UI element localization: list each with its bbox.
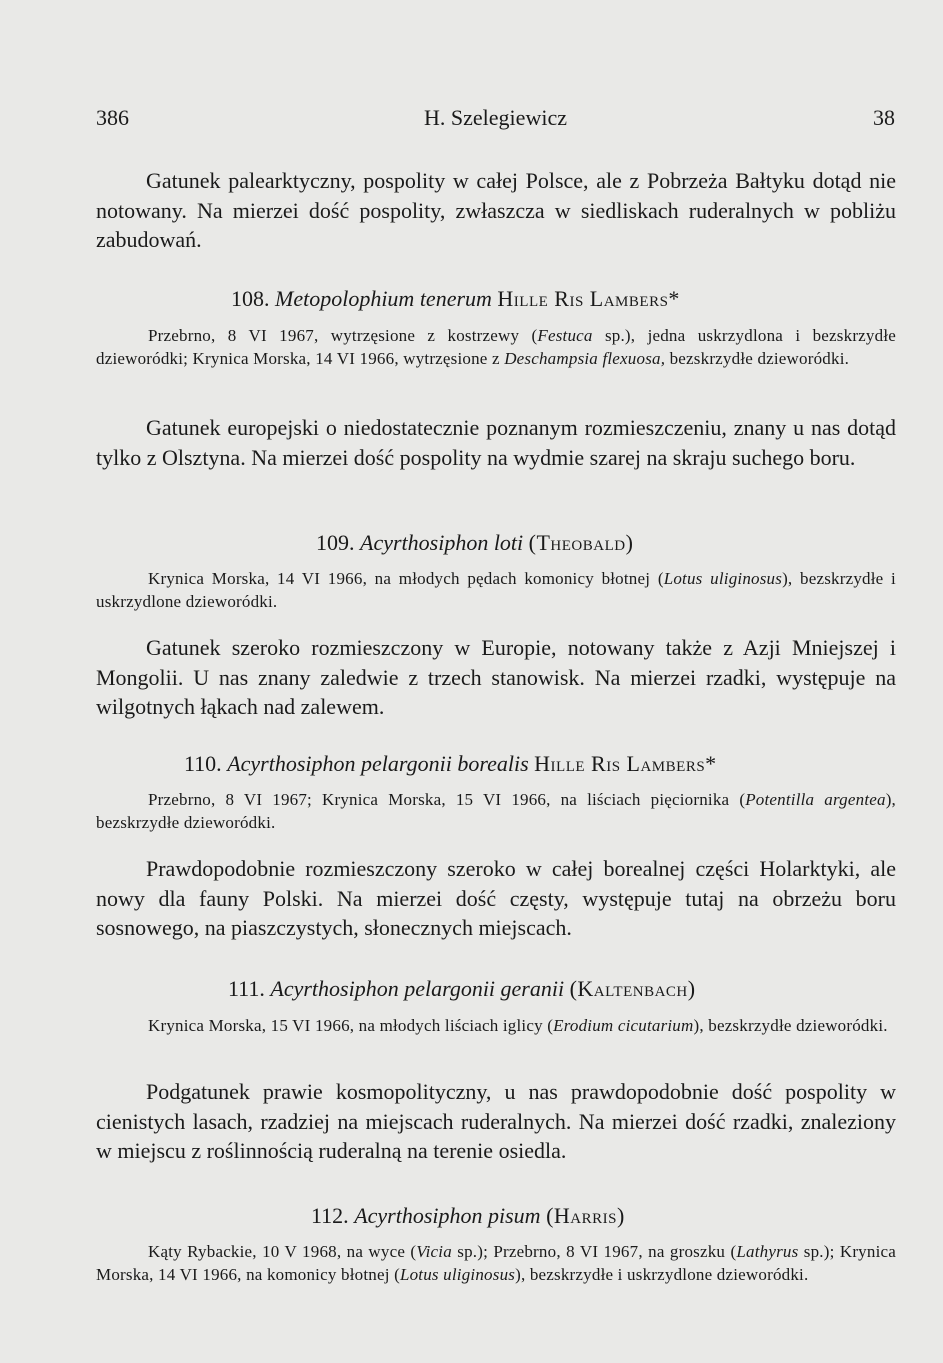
body-paragraph: Prawdopodobnie rozmieszczony szeroko w całej borealnej części Holarktyki, ale nowy dla fauny Polski. Na mierzei dość częsty, występuje tutaj na obrzeżu boru sosnowego, na piaszczystych, słonecznych miejscach. bbox=[96, 856, 896, 940]
species-name: Acyrthosiphon pisum bbox=[354, 1203, 541, 1228]
species-record-109 bbox=[96, 568, 896, 613]
page-number: 386 bbox=[96, 105, 129, 130]
species-text-109 bbox=[96, 633, 896, 722]
record-text: ), bezskrzydłe i uskrzydlone dzieworódki. bbox=[515, 1264, 809, 1284]
running-title: H. Szelegiewicz bbox=[424, 105, 567, 130]
record-text: ), bezskrzydłe dzieworódki. bbox=[693, 1016, 888, 1035]
host-plant: Lathyrus bbox=[736, 1242, 799, 1261]
body-paragraph: Gatunek palearktyczny, pospolity w całej Polsce, ale z Pobrzeża Bałtyku dotąd nie notowany. Na mierzei dość pospolity, zwłaszcza w siedliskach ruderalnych w pobliżu zabudowań. bbox=[96, 168, 896, 252]
species-heading-109 bbox=[96, 528, 896, 557]
species-author: Hille Ris Lambers* bbox=[534, 751, 717, 776]
species-text-108 bbox=[96, 413, 896, 472]
host-plant: Lotus uliginosus bbox=[663, 569, 783, 588]
record-text: Kąty Rybackie, 10 V 1968, na wyce ( bbox=[148, 1242, 417, 1261]
species-heading-111 bbox=[96, 974, 896, 1003]
record-text: sp.); Krynica Morska, 14 VI 1966, na komonicy błotnej ( bbox=[96, 1242, 896, 1284]
species-author: Hille Ris Lambers* bbox=[497, 286, 680, 311]
species-text-111 bbox=[96, 1077, 896, 1166]
body-paragraph: Gatunek szeroko rozmieszczony w Europie, notowany także z Azji Mniejszej i Mongolii. U nas znany zaledwie z trzech stanowisk. Na mierzei rzadki, występuje na wilgotnych łąkach nad zalewem. bbox=[96, 635, 896, 719]
species-number: 108. bbox=[231, 286, 270, 311]
species-number: 111. bbox=[228, 976, 265, 1001]
species-number: 110. bbox=[184, 751, 222, 776]
species-heading-110 bbox=[96, 749, 896, 778]
species-number: 109. bbox=[316, 530, 355, 555]
body-paragraph: Gatunek europejski o niedostatecznie poznanym rozmieszczeniu, znany u nas dotąd tylko z Olsztyna. Na mierzei dość pospolity na wydmie szarej na skraju suchego boru. bbox=[96, 415, 896, 470]
record-text: Przebrno, 8 VI 1967, wytrzęsione z kostrzewy ( bbox=[148, 326, 538, 345]
species-record-108 bbox=[96, 325, 896, 370]
species-name: Acyrthosiphon loti bbox=[360, 530, 524, 555]
record-text: ), bezskrzydłe dzieworódki. bbox=[96, 790, 896, 832]
record-text: Przebrno, 8 VI 1967; Krynica Morska, 15 VI 1966, na liściach pięciornika ( bbox=[148, 790, 746, 809]
record-text: Krynica Morska, 15 VI 1966, na młodych liściach iglicy ( bbox=[148, 1016, 554, 1035]
page-number-right: 38 bbox=[873, 105, 895, 130]
host-plant: Erodium cicutarium bbox=[553, 1016, 694, 1035]
species-name: Metopolophium tenerum bbox=[275, 286, 492, 311]
species-record-111 bbox=[96, 1015, 896, 1038]
host-plant: Vicia bbox=[416, 1242, 452, 1261]
species-text-110 bbox=[96, 854, 896, 943]
species-heading-108 bbox=[96, 284, 896, 313]
species-heading-112 bbox=[96, 1201, 896, 1230]
running-header bbox=[96, 105, 895, 139]
record-text: ), bezskrzydłe i uskrzydlone dzieworódki. bbox=[96, 569, 896, 611]
species-number: 112. bbox=[311, 1203, 349, 1228]
species-record-110 bbox=[96, 789, 896, 834]
paragraph-intro bbox=[96, 166, 896, 255]
species-name: Acyrthosiphon pelargonii geranii bbox=[270, 976, 565, 1001]
species-author: (Kaltenbach) bbox=[569, 976, 696, 1001]
host-plant: Festuca bbox=[537, 326, 593, 345]
species-author: (Theobald) bbox=[528, 530, 634, 555]
record-text: sp.); Przebrno, 8 VI 1967, na groszku ( bbox=[451, 1242, 737, 1261]
host-plant: Potentilla argentea bbox=[745, 790, 886, 809]
body-paragraph: Podgatunek prawie kosmopolityczny, u nas prawdopodobnie dość pospolity w cienistych lasach, rzadziej na miejscach ruderalnych. Na mierzei dość rzadki, znaleziony w miejscu z roślinnością ruderalną na terenie osiedla. bbox=[96, 1079, 896, 1163]
host-plant: Deschampsia flexuosa, bbox=[504, 348, 666, 368]
record-text: sp.), jedna uskrzydlona i bezskrzydłe dzieworódki; Krynica Morska, 14 VI 1966, wytrzęsione z bbox=[96, 326, 896, 368]
record-text: bezskrzydłe dzieworódki. bbox=[665, 348, 850, 368]
record-text: Krynica Morska, 14 VI 1966, na młodych pędach komonicy błotnej ( bbox=[148, 569, 664, 588]
species-record-112 bbox=[96, 1241, 896, 1286]
species-name: Acyrthosiphon pelargonii borealis bbox=[227, 751, 529, 776]
species-author: (Harris) bbox=[546, 1203, 625, 1228]
host-plant: Lotus uliginosus bbox=[399, 1264, 516, 1284]
